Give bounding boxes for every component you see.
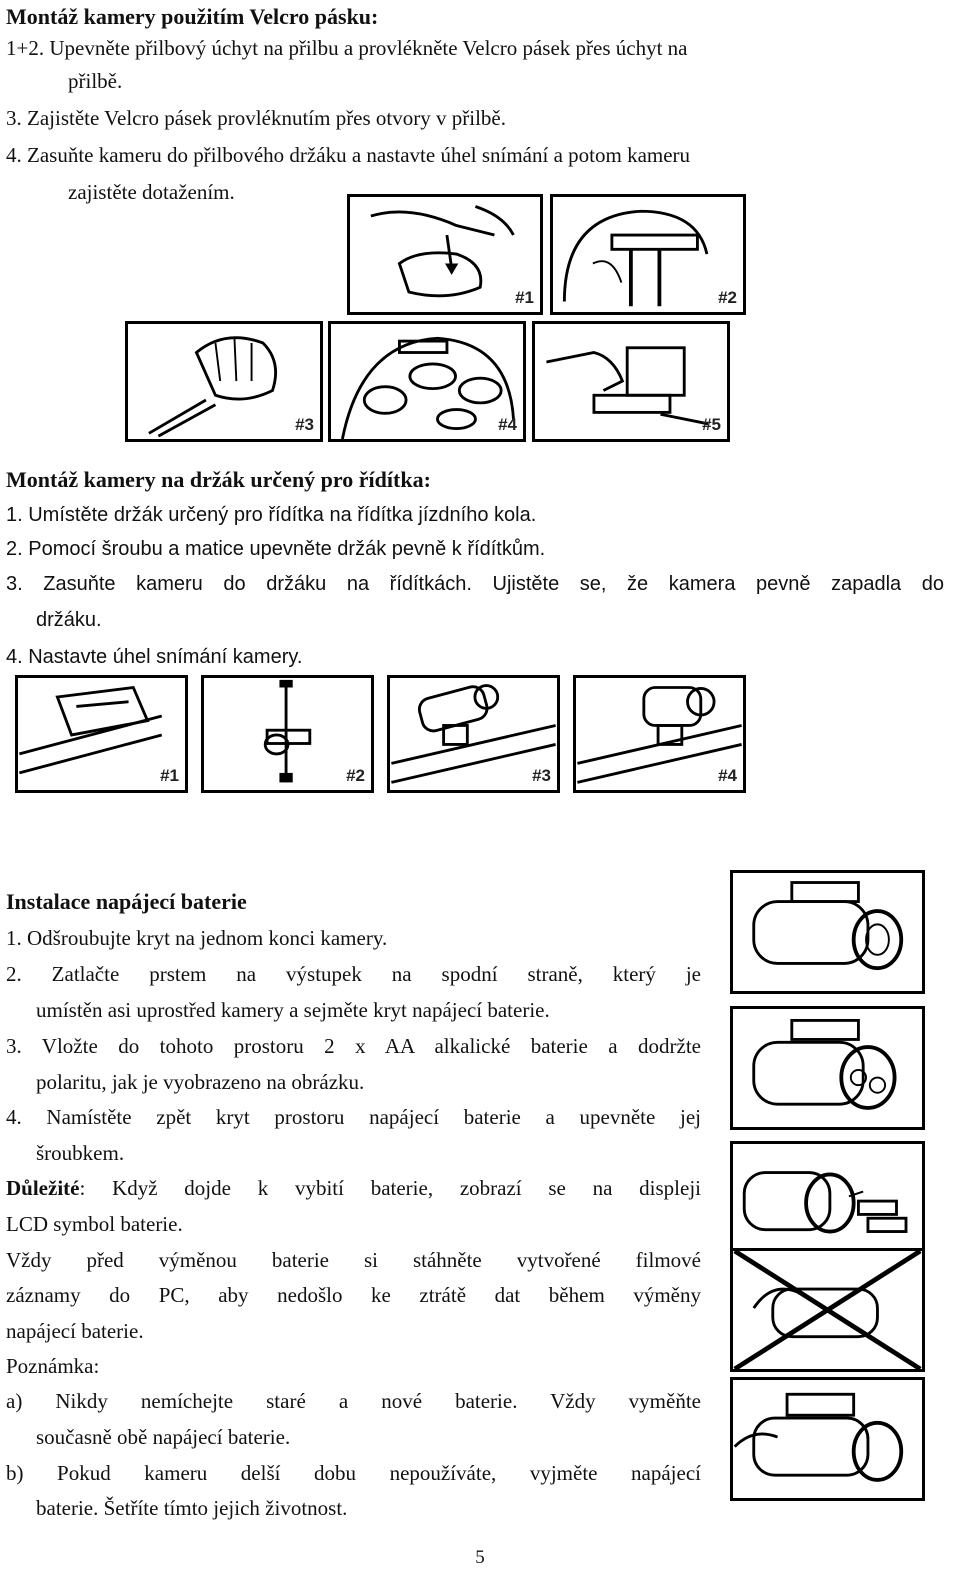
- velcro-heading: Montáž kamery použitím Velcro pásku:: [6, 4, 379, 29]
- figure-label: #1: [160, 766, 179, 785]
- handlebar-figure-1: [15, 675, 188, 793]
- battery-figure-4: [730, 1248, 925, 1372]
- velcro-figure-3: [125, 321, 323, 442]
- note-b-cont: baterie. Šetříte tímto jejich životnost.: [36, 1496, 348, 1520]
- important-label: Důležité: [6, 1176, 80, 1200]
- closing-cap-illustration: [733, 1380, 922, 1498]
- note-b: b) Pokud kameru delší dobu nepoužíváte, vyjměte napájecí: [6, 1461, 701, 1485]
- handlebar-figure-4: [573, 675, 746, 793]
- important-text-cont: LCD symbol baterie.: [6, 1212, 183, 1236]
- figure-label: #3: [295, 415, 314, 434]
- velcro-step-4-cont: zajistěte dotažením.: [68, 180, 235, 204]
- note-label: Poznámka:: [6, 1354, 100, 1378]
- handlebar-step-3-cont: držáku.: [36, 609, 102, 631]
- handlebar-step-4: 4. Nastavte úhel snímání kamery.: [6, 646, 303, 668]
- note-a-cont: současně obě napájecí baterie.: [36, 1425, 291, 1449]
- inserting-aa-batteries-illustration: [733, 1144, 922, 1262]
- handlebar-step-3: 3. Zasuňte kameru do držáku na řídítkách. Ujistěte se, že kamera pevně zapadla do: [6, 573, 944, 595]
- incorrect-method-crossed-illustration: [733, 1251, 922, 1369]
- handlebar-step-2: 2. Pomocí šroubu a matice upevněte držák pevně k řídítkům.: [6, 538, 546, 560]
- battery-figure-1: [730, 870, 925, 994]
- velcro-figure-5: [532, 321, 730, 442]
- battery-step-3: 3. Vložte do tohoto prostoru 2 x AA alkalické baterie a dodržte: [6, 1034, 701, 1058]
- battery-figure-2: [730, 1006, 925, 1130]
- velcro-step-3: 3. Zajistěte Velcro pásek provléknutím přes otvory v přilbě.: [6, 106, 506, 130]
- figure-label: #2: [718, 288, 737, 307]
- velcro-step-1: 1+2. Upevněte přilbový úchyt na přilbu a provlékněte Velcro pásek přes úchyt na: [6, 36, 688, 60]
- battery-figure-3: [730, 1141, 925, 1265]
- backup-note-line-3: napájecí baterie.: [6, 1319, 144, 1343]
- backup-note-line-1: Vždy před výměnou baterie si stáhněte vytvořené filmové: [6, 1248, 701, 1272]
- battery-step-4: 4. Namístěte zpět kryt prostoru napájecí baterie a upevněte jej: [6, 1105, 701, 1129]
- page-number: 5: [475, 1547, 485, 1568]
- battery-step-1: 1. Odšroubujte kryt na jednom konci kamery.: [6, 926, 388, 950]
- note-a: a) Nikdy nemíchejte staré a nové baterie. Vždy vyměňte: [6, 1389, 701, 1413]
- velcro-step-4: 4. Zasuňte kameru do přilbového držáku a nastavte úhel snímání a potom kameru: [6, 143, 691, 167]
- battery-step-2: 2. Zatlačte prstem na výstupek na spodní straně, který je: [6, 962, 701, 986]
- handlebar-figure-2: [201, 675, 374, 793]
- backup-note-line-2: záznamy do PC, aby nedošlo ke ztrátě dat během výměny: [6, 1283, 701, 1307]
- handlebar-figure-3: [387, 675, 560, 793]
- figure-label: #3: [532, 766, 551, 785]
- figure-label: #1: [515, 288, 534, 307]
- figure-label: #4: [718, 766, 737, 785]
- important-text: : Když dojde k vybití baterie, zobrazí se na displeji: [79, 1176, 701, 1200]
- velcro-figure-4: [328, 321, 526, 442]
- figure-label: #5: [702, 415, 721, 434]
- camera-into-mount-illustration: [535, 324, 727, 439]
- camera-open-compartment-illustration: [733, 1009, 922, 1127]
- velcro-figure-1: [347, 194, 543, 315]
- figure-label: #4: [498, 415, 517, 434]
- important-note: [6, 1174, 701, 1202]
- camera-unscrew-cap-illustration: [733, 873, 922, 991]
- handlebar-heading: Montáž kamery na držák určený pro řídítka:: [6, 467, 431, 492]
- hand-strap-illustration: [350, 197, 540, 312]
- battery-step-4-cont: šroubkem.: [36, 1141, 125, 1165]
- helmet-vents-illustration: [331, 324, 523, 439]
- battery-heading: Instalace napájecí baterie: [6, 889, 247, 914]
- hand-pulling-strap-illustration: [128, 324, 320, 439]
- battery-step-2-cont: umístěn asi uprostřed kamery a sejměte kryt napájecí baterie.: [36, 998, 550, 1022]
- battery-figure-5: [730, 1377, 925, 1501]
- velcro-figure-2: [550, 194, 746, 315]
- velcro-step-1-cont: přilbě.: [68, 69, 123, 93]
- figure-label: #2: [346, 766, 365, 785]
- battery-step-3-cont: polaritu, jak je vyobrazeno na obrázku.: [36, 1070, 365, 1094]
- helmet-mount-illustration: [553, 197, 743, 312]
- handlebar-step-1: 1. Umístěte držák určený pro řídítka na řídítka jízdního kola.: [6, 504, 537, 526]
